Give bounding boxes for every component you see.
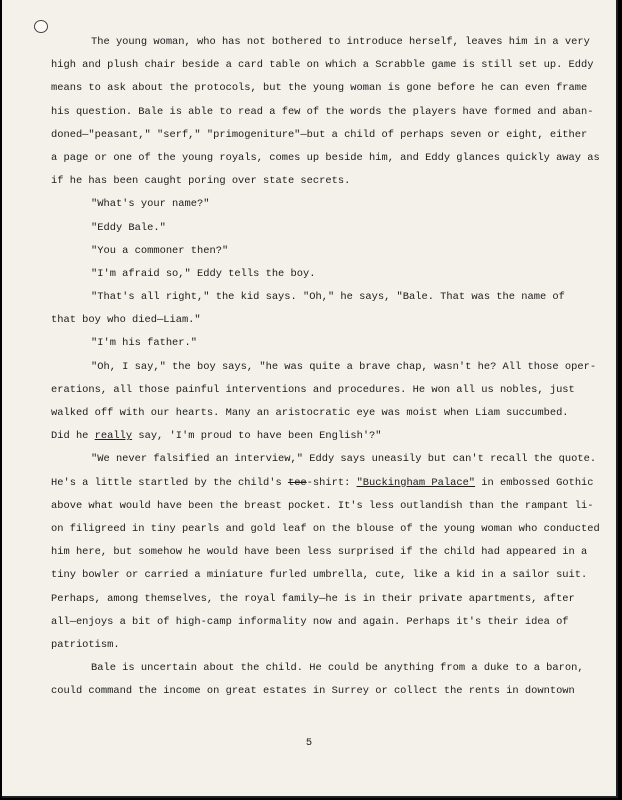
text-line: could command the income on great estates in Surrey or collect the rents in downtown xyxy=(51,685,575,698)
text-line: on filigreed in tiny pearls and gold leaf on the blouse of the young woman who conducted xyxy=(51,522,600,535)
text-line: if he has been caught poring over state secrets. xyxy=(51,175,351,188)
text-line: means to ask about the protocols, but the young woman is gone before he can even frame xyxy=(51,82,588,95)
text-line: patriotism. xyxy=(51,638,120,651)
text-line: all—enjoys a bit of high-camp informality now and again. Perhaps it's their idea of xyxy=(51,615,569,628)
text-line: walked off with our hearts. Many an aristocratic eye was moist when Liam succumbed. xyxy=(51,407,569,419)
text-line: Bale is uncertain about the child. He could be anything from a duke to a baron, xyxy=(91,662,584,675)
text-segment: say, 'I'm proud to have been English'?" xyxy=(138,430,382,443)
text-line: above what would have been the breast pocket. It's less outlandish than the rampant li- xyxy=(51,499,594,512)
text-line: "That's all right," the kid says. "Oh," he says, "Bale. That was the name of xyxy=(91,291,565,304)
underlined-text: really xyxy=(94,430,133,443)
text-segment: -shirt: xyxy=(306,476,357,489)
text-line: him here, but somehow he would have been less surprised if the child had appeared in a xyxy=(51,546,588,559)
page-number: 5 xyxy=(305,737,313,749)
text-line: "What's your name?" xyxy=(91,198,210,211)
body-text xyxy=(51,31,600,703)
text-segment: He's a little startled by the child's xyxy=(51,476,288,489)
text-line: "You a commoner then?" xyxy=(91,244,229,257)
text-line: erations, all those painful interventions and procedures. He won all us nobles, just xyxy=(51,383,575,396)
document-page xyxy=(2,0,618,798)
text-line: The young woman, who has not bothered to introduce herself, leaves him in a very xyxy=(91,36,590,48)
text-line xyxy=(51,472,594,495)
text-line: tiny bowler or carried a miniature furled umbrella, cute, like a kid in a sailor suit. xyxy=(51,569,588,582)
text-line xyxy=(51,425,591,448)
text-line: doned—"peasant," "serf," "primogeniture"—but a child of perhaps seven or eight, either xyxy=(51,128,588,141)
text-line: a page or one of the young royals, comes up beside him, and Eddy glances quickly away as xyxy=(51,151,600,164)
text-line: "We never falsified an interview," Eddy says uneasily but can't recall the quote. xyxy=(91,453,597,466)
underlined-text: "Buckingham Palace" xyxy=(356,476,476,489)
text-line: Perhaps, among themselves, the royal family—he is in their private apartments, after xyxy=(51,592,575,605)
struck-text: tee xyxy=(287,476,307,489)
text-line: "Oh, I say," the boy says, "he was quite a brave chap, wasn't he? All those oper- xyxy=(91,360,597,373)
text-segment: in embossed Gothic xyxy=(475,476,594,489)
text-line: "Eddy Bale." xyxy=(91,221,166,234)
text-line: "I'm afraid so," Eddy tells the boy. xyxy=(91,267,316,280)
text-line: his question. Bale is able to read a few of the words the players have formed and aban- xyxy=(51,105,594,118)
text-line: that boy who died—Liam." xyxy=(51,314,201,327)
text-line: "I'm his father." xyxy=(91,337,198,350)
text-line: high and plush chair beside a card table on which a Scrabble game is still set up. Eddy xyxy=(51,59,594,72)
circle-mark-icon xyxy=(34,20,48,33)
text-segment: Did he xyxy=(51,430,89,443)
